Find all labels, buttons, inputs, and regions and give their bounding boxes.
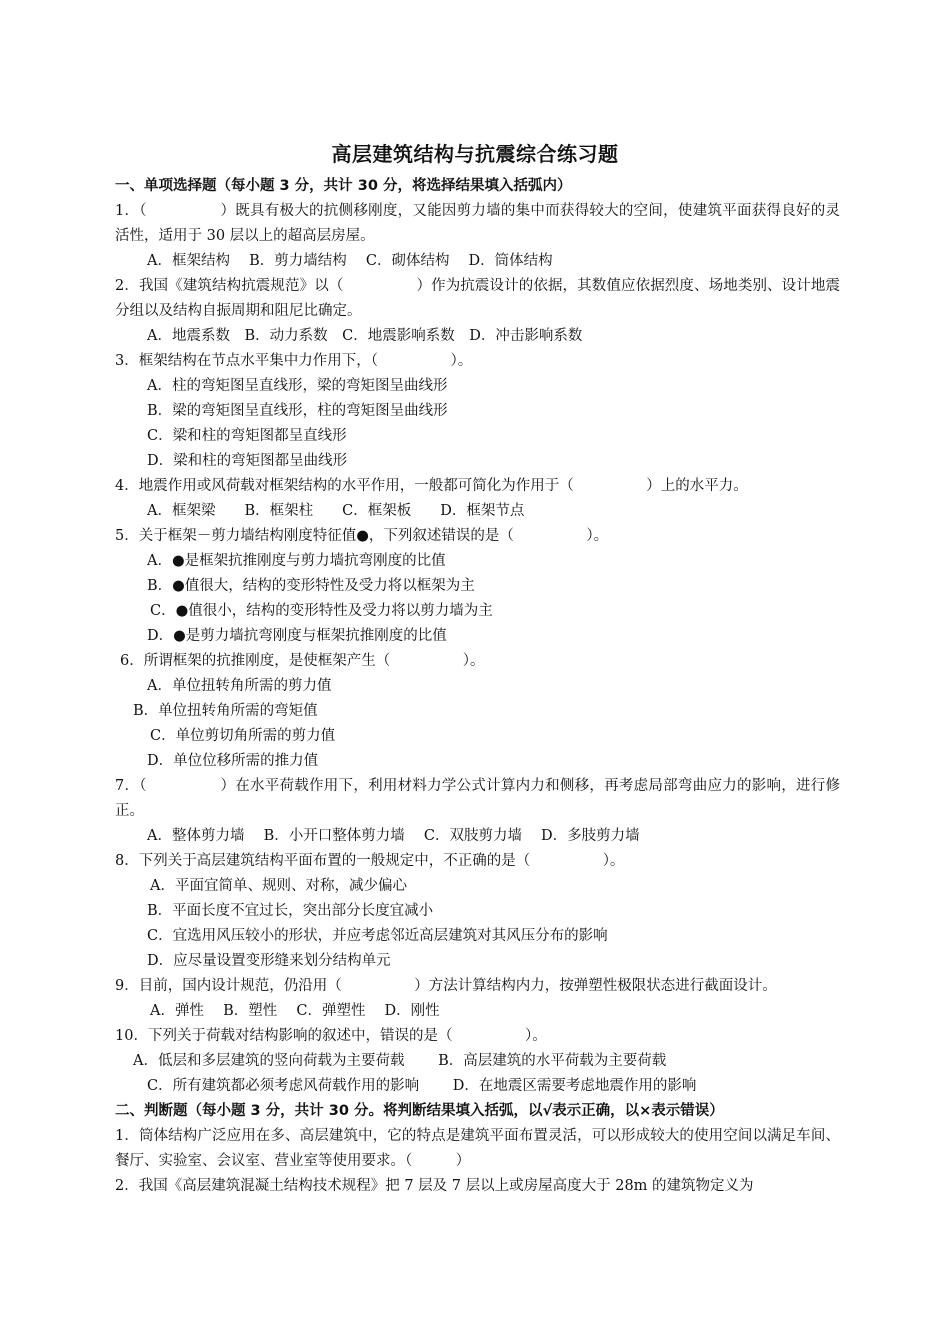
question-10-options-ab: A．低层和多层建筑的竖向荷载为主要荷载 B．高层建筑的水平荷载为主要荷载 <box>133 1053 667 1069</box>
question-5-option-d: D．●是剪力墙抗弯刚度与框架抗推刚度的比值 <box>147 628 447 644</box>
question-10: 10．下列关于荷载对结构影响的叙述中，错误的是（ ）。 <box>115 1028 547 1044</box>
question-1-options: A．框架结构 B．剪力墙结构 C．砌体结构 D．筒体结构 <box>147 253 553 269</box>
question-6-option-a: A．单位扭转角所需的剪力值 <box>147 678 332 694</box>
document-body <box>115 174 840 1199</box>
question-6-option-d: D．单位位移所需的推力值 <box>147 753 319 769</box>
question-2: 2．我国《建筑结构抗震规范》以（ ）作为抗震设计的依据，其数值应依据烈度、场地类别、设计地震分组以及结构自振周期和阻尼比确定。 <box>115 278 840 319</box>
question-8-option-b: B．平面长度不宜过长，突出部分长度宜减小 <box>147 903 434 919</box>
question-5: 5．关于框架－剪力墙结构刚度特征值●，下列叙述错误的是（ ）。 <box>115 528 609 544</box>
section-heading-true-false: 二、判断题（每小题 3 分，共计 30 分。将判断结果填入括弧，以√表示正确，以×表示错误） <box>115 1103 724 1119</box>
document-title: 高层建筑结构与抗震综合练习题 <box>331 142 619 166</box>
question-6-option-b: B．单位扭转角所需的弯矩值 <box>133 703 318 719</box>
question-8-option-c: C．宜选用风压较小的形状，并应考虑邻近高层建筑对其风压分布的影响 <box>147 928 608 944</box>
question-6-option-c: C．单位剪切角所需的剪力值 <box>150 728 336 744</box>
judgment-2: 2．我国《高层建筑混凝土结构技术规程》把 7 层及 7 层以上或房屋高度大于 28m 的建筑物定义为 <box>115 1178 754 1194</box>
question-6: 6．所谓框架的抗推刚度，是使框架产生（ ）。 <box>120 653 485 669</box>
question-2-options: A．地震系数 B．动力系数 C．地震影响系数 D．冲击影响系数 <box>147 328 583 344</box>
question-4-options: A．框架梁 B．框架柱 C．框架板 D．框架节点 <box>147 503 525 519</box>
question-5-option-c: C．●值很小，结构的变形特性及受力将以剪力墙为主 <box>150 603 493 619</box>
question-5-option-b: B．●值很大，结构的变形特性及受力将以框架为主 <box>147 578 475 594</box>
question-1: 1．（ ）既具有极大的抗侧移刚度，又能因剪力墙的集中而获得较大的空间，使建筑平面获得良好的灵活性，适用于 30 层以上的超高层房屋。 <box>115 203 840 244</box>
question-10-options-cd: C．所有建筑都必须考虑风荷载作用的影响 D．在地震区需要考虑地震作用的影响 <box>147 1078 697 1094</box>
question-7: 7．（ ）在水平荷载作用下，利用材料力学公式计算内力和侧移，再考虑局部弯曲应力的影响，进行修正。 <box>115 778 840 819</box>
question-8-option-a: A．平面宜简单、规则、对称，减少偏心 <box>150 878 407 894</box>
question-4: 4．地震作用或风荷载对框架结构的水平作用，一般都可简化为作用于（ ）上的水平力。 <box>115 478 748 494</box>
question-8-option-d: D．应尽量设置变形缝来划分结构单元 <box>147 953 391 969</box>
question-3-option-b: B．梁的弯矩图呈直线形，柱的弯矩图呈曲线形 <box>147 403 448 419</box>
question-3-option-d: D．梁和柱的弯矩图都呈曲线形 <box>147 453 348 469</box>
question-3-option-a: A．柱的弯矩图呈直线形，梁的弯矩图呈曲线形 <box>147 378 448 394</box>
judgment-1: 1．筒体结构广泛应用在多、高层建筑中，它的特点是建筑平面布置灵活，可以形成较大的使用空间以满足车间、餐厅、实验室、会议室、营业室等使用要求。（ ） <box>115 1128 840 1169</box>
question-3: 3．框架结构在节点水平集中力作用下，（ ）。 <box>115 353 473 369</box>
question-3-option-c: C．梁和柱的弯矩图都呈直线形 <box>147 428 347 444</box>
question-9: 9．目前，国内设计规范，仍沿用（ ）方法计算结构内力，按弹塑性极限状态进行截面设计。 <box>115 978 777 994</box>
question-9-options: A．弹性 B．塑性 C．弹塑性 D．刚性 <box>150 1003 440 1019</box>
question-8: 8．下列关于高层建筑结构平面布置的一般规定中，不正确的是（ ）。 <box>115 853 625 869</box>
section-heading-single-choice: 一、单项选择题（每小题 3 分，共计 30 分，将选择结果填入括弧内） <box>115 178 572 194</box>
question-7-options: A．整体剪力墙 B．小开口整体剪力墙 C．双肢剪力墙 D．多肢剪力墙 <box>147 828 640 844</box>
question-5-option-a: A．●是框架抗推刚度与剪力墙抗弯刚度的比值 <box>147 553 446 569</box>
